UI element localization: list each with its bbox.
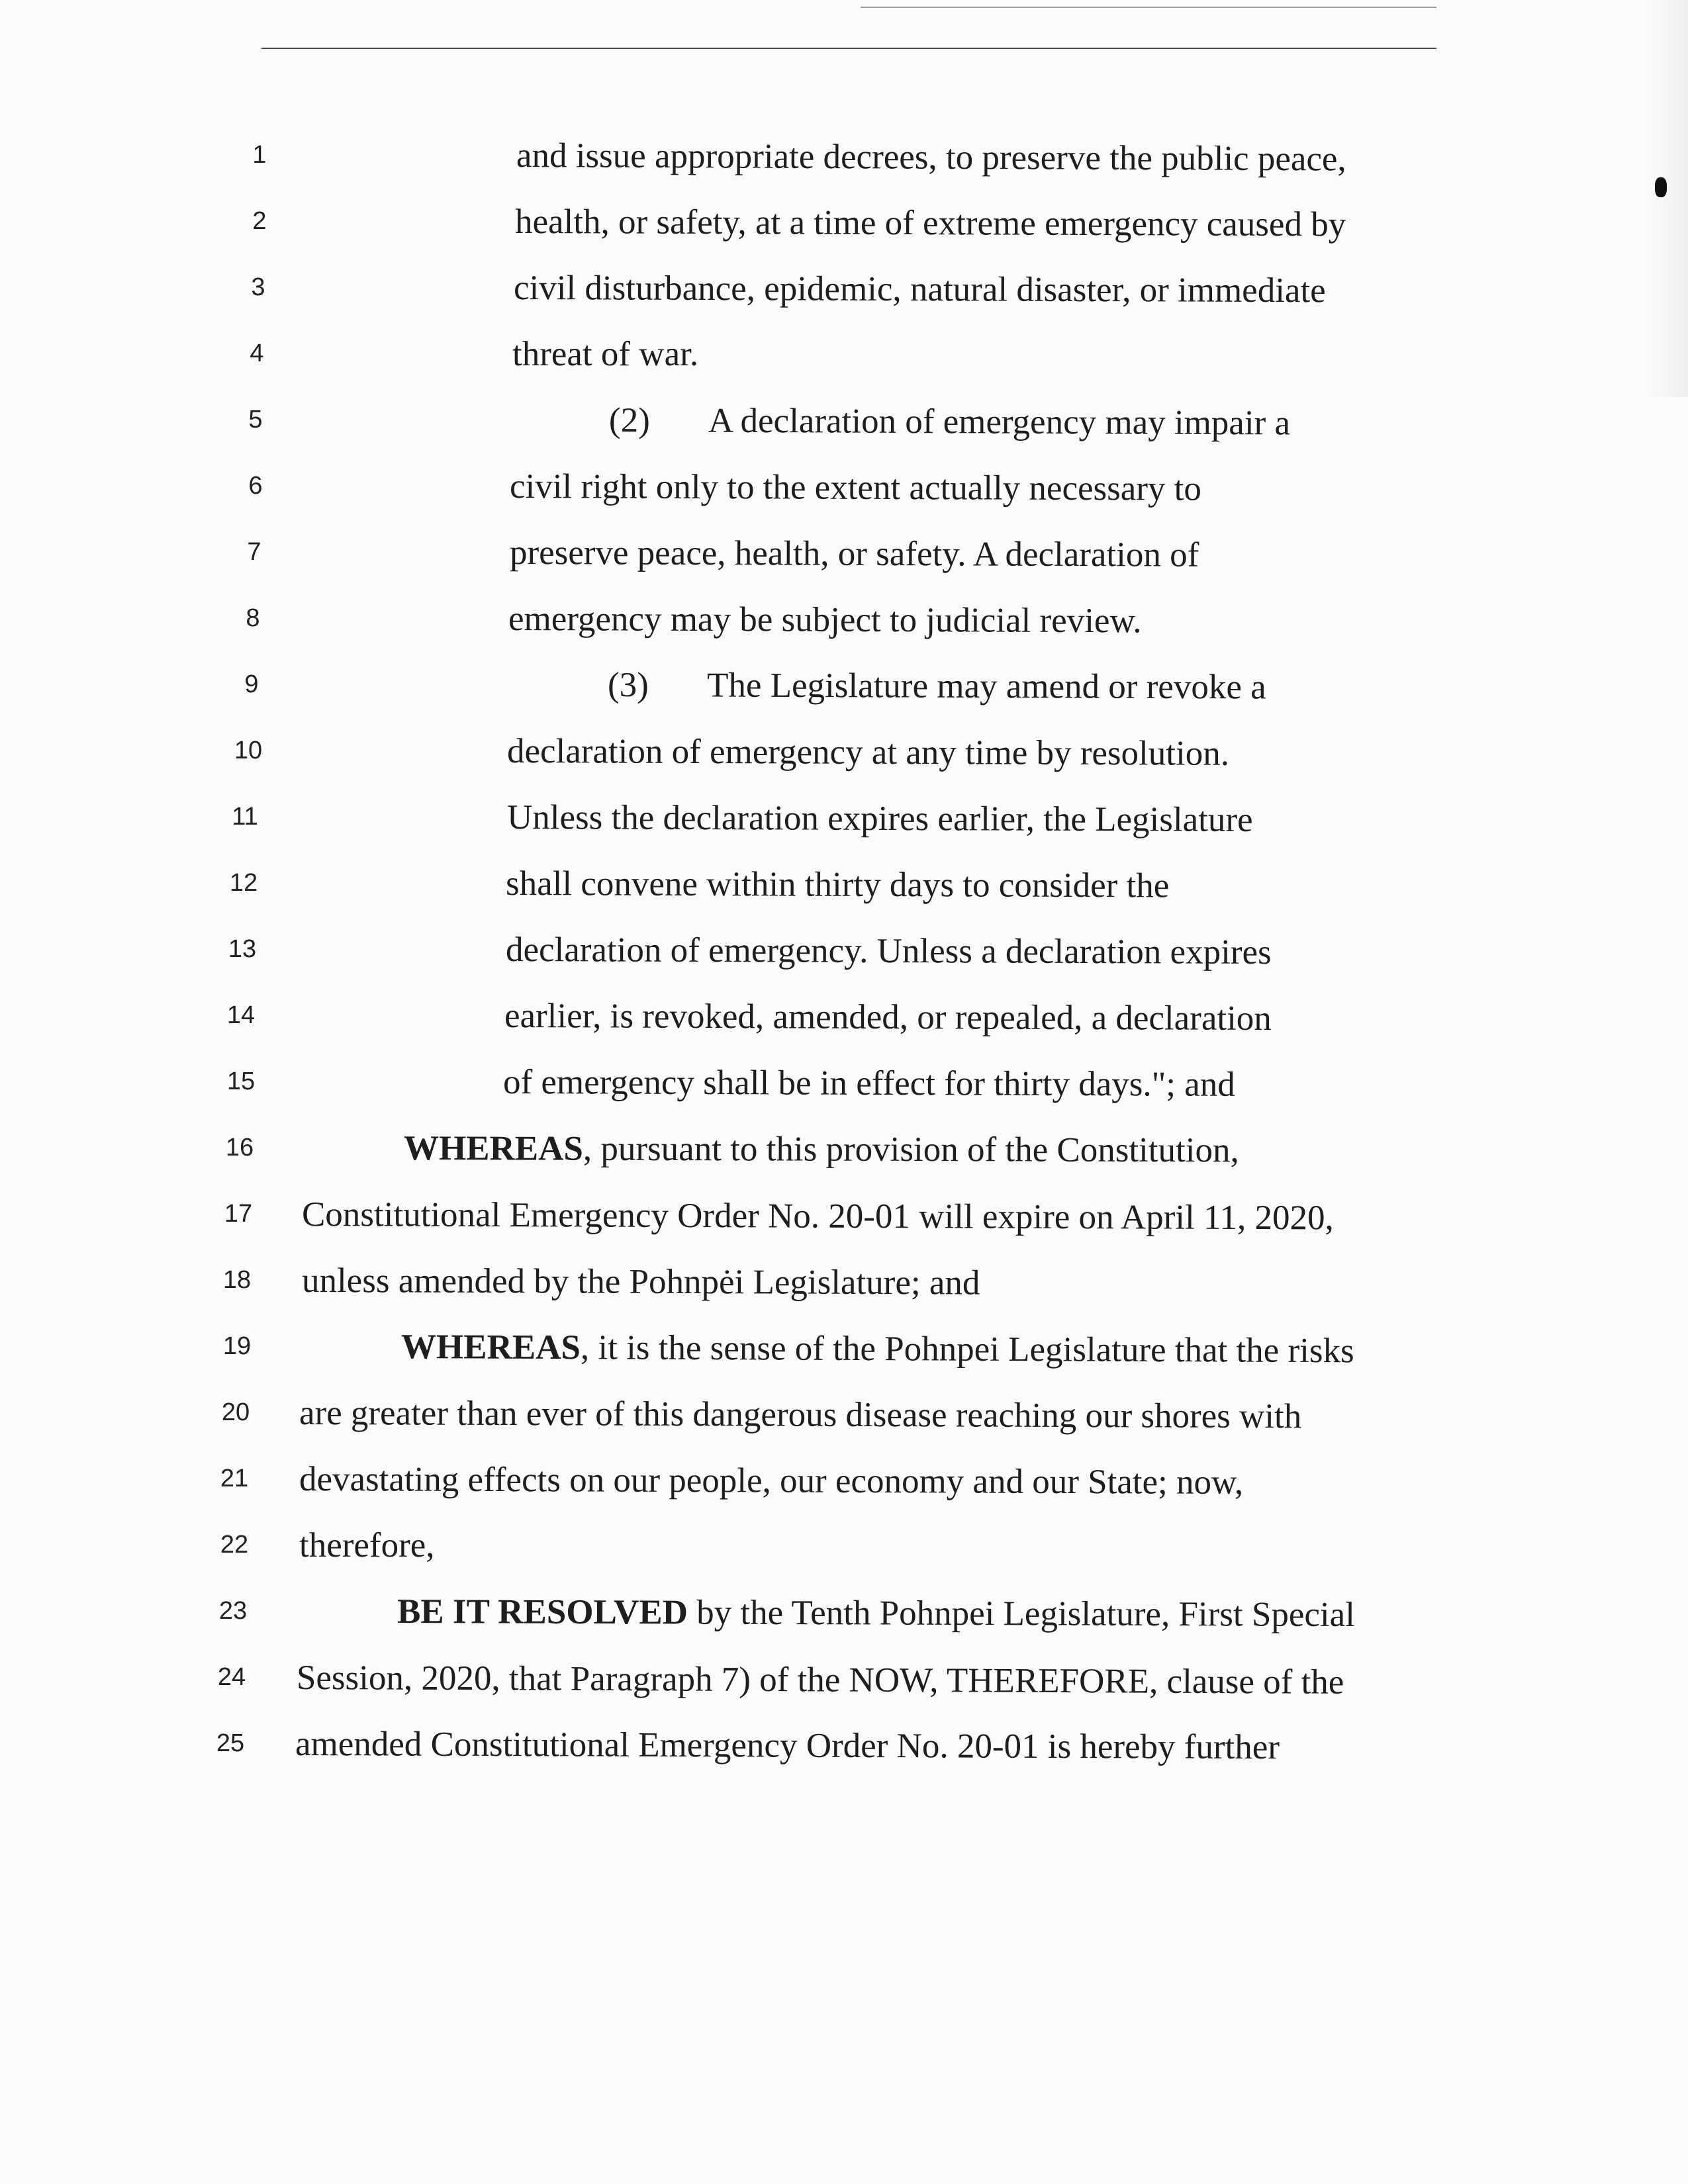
line-number: 2 xyxy=(252,207,267,235)
document-line xyxy=(0,665,1688,731)
top-border-rule xyxy=(861,7,1436,8)
line-text xyxy=(299,1393,1302,1436)
line-number: 7 xyxy=(247,538,261,566)
line-text xyxy=(302,1195,1334,1238)
line-text xyxy=(404,1128,1239,1170)
subsection-number: (3) xyxy=(607,666,649,705)
line-body: civil disturbance, epidemic, natural disaster, or immediate xyxy=(513,269,1326,310)
document-line xyxy=(0,599,1688,665)
line-body: The Legislature may amend or revoke a xyxy=(706,666,1266,707)
document-line xyxy=(0,1658,1688,1724)
line-number: 16 xyxy=(225,1134,254,1161)
line-body: earlier, is revoked, amended, or repealed, a declaration xyxy=(504,997,1272,1038)
document-line xyxy=(0,996,1688,1062)
document-line xyxy=(0,1327,1688,1393)
document-line xyxy=(0,797,1688,864)
line-text xyxy=(506,864,1170,905)
line-body: A declaration of emergency may impair a xyxy=(708,401,1291,443)
line-text xyxy=(510,467,1201,509)
line-number: 24 xyxy=(217,1663,246,1691)
line-number: 13 xyxy=(228,935,257,963)
line-text xyxy=(515,202,1346,244)
line-text xyxy=(397,1592,1355,1635)
line-number: 8 xyxy=(246,604,260,632)
line-text xyxy=(508,599,1142,641)
line-body: threat of war. xyxy=(512,335,699,373)
line-body: shall convene within thirty days to consider the xyxy=(505,864,1170,905)
line-number: 20 xyxy=(221,1398,250,1426)
bold-keyword: WHEREAS xyxy=(400,1328,581,1367)
line-body: are greater than ever of this dangerous disease reaching our shores with xyxy=(299,1394,1302,1436)
line-text xyxy=(510,533,1199,575)
line-body: amended Constitutional Emergency Order No. 20-01 is hereby further xyxy=(295,1725,1280,1767)
document-line xyxy=(0,400,1688,467)
line-body: unless amended by the Pohnpėi Legislature; and xyxy=(301,1261,980,1302)
line-text xyxy=(297,1658,1344,1702)
document-line xyxy=(0,1459,1688,1525)
document-line xyxy=(0,533,1688,599)
line-body: civil right only to the extent actually necessary to xyxy=(509,467,1202,508)
line-text xyxy=(401,1327,1354,1371)
line-text xyxy=(299,1525,435,1565)
subsection-number: (2) xyxy=(608,401,650,440)
document-line xyxy=(0,1261,1688,1327)
document-line xyxy=(0,202,1688,268)
line-number: 22 xyxy=(220,1531,249,1559)
document-line xyxy=(0,1128,1688,1195)
line-body: declaration of emergency. Unless a declaration expires xyxy=(505,931,1272,972)
line-number: 6 xyxy=(248,472,263,500)
line-number: 23 xyxy=(218,1597,248,1625)
line-text xyxy=(506,930,1272,972)
line-text xyxy=(507,731,1229,774)
line-number: 12 xyxy=(229,869,258,897)
line-body: of emergency shall be in effect for thirty days."; and xyxy=(502,1063,1235,1104)
line-body: Constitutional Emergency Order No. 20-01 will expire on April 11, 2020, xyxy=(301,1195,1334,1238)
document-line xyxy=(0,467,1688,533)
line-text xyxy=(299,1459,1243,1502)
line-text xyxy=(514,268,1326,310)
document-line xyxy=(0,1393,1688,1459)
line-body: health, or safety, at a time of extreme emergency caused by xyxy=(514,203,1346,244)
line-text xyxy=(609,400,1290,443)
line-body: devastating effects on our people, our economy and our State; now, xyxy=(299,1460,1244,1502)
document-line xyxy=(0,1195,1688,1261)
line-text xyxy=(507,797,1253,840)
line-body: emergency may be subject to judicial review. xyxy=(508,600,1142,641)
line-body: preserve peace, health, or safety. A declaration of xyxy=(509,533,1199,574)
line-body: Session, 2020, that Paragraph 7) of the NOW, THEREFORE, clause of the xyxy=(296,1659,1344,1702)
document-line xyxy=(0,1062,1688,1128)
line-text xyxy=(503,1062,1235,1105)
line-number: 1 xyxy=(252,141,267,169)
document-line xyxy=(0,930,1688,996)
line-number: 3 xyxy=(251,273,265,301)
document-line xyxy=(0,136,1688,202)
bold-keyword: WHEREAS xyxy=(403,1129,584,1168)
line-body: declaration of emergency at any time by resolution. xyxy=(506,732,1230,773)
line-body: therefore, xyxy=(299,1526,435,1565)
line-text xyxy=(608,665,1266,707)
line-text xyxy=(504,996,1272,1038)
line-number: 9 xyxy=(244,670,259,698)
line-number: 4 xyxy=(250,340,264,367)
line-number: 11 xyxy=(232,803,258,831)
line-number: 15 xyxy=(226,1068,256,1095)
line-number: 21 xyxy=(220,1465,249,1492)
line-text xyxy=(295,1724,1280,1767)
line-text xyxy=(302,1261,980,1303)
document-line xyxy=(0,334,1688,400)
document-line xyxy=(0,1525,1688,1592)
line-text xyxy=(512,334,698,374)
document-line xyxy=(0,864,1688,930)
document-line xyxy=(0,1592,1688,1658)
line-body: by the Tenth Pohnpei Legislature, First Special xyxy=(687,1593,1356,1635)
document-line xyxy=(0,268,1688,334)
line-body: , pursuant to this provision of the Constitution, xyxy=(583,1129,1239,1170)
line-body: , it is the sense of the Pohnpei Legislature that the risks xyxy=(580,1328,1354,1371)
line-number: 18 xyxy=(222,1266,252,1294)
line-text xyxy=(516,136,1346,179)
line-body: and issue appropriate decrees, to preserve the public peace, xyxy=(516,136,1346,179)
line-body: Unless the declaration expires earlier, the Legislature xyxy=(506,798,1253,839)
line-number: 10 xyxy=(234,737,263,764)
bold-keyword: BE IT RESOLVED xyxy=(397,1592,688,1632)
line-number: 25 xyxy=(216,1729,245,1757)
line-number: 17 xyxy=(224,1200,253,1228)
document-line xyxy=(0,1724,1688,1790)
header-rule xyxy=(261,48,1436,49)
document-line xyxy=(0,731,1688,797)
line-number: 5 xyxy=(248,406,263,433)
line-number: 19 xyxy=(222,1332,252,1360)
line-number: 14 xyxy=(226,1001,256,1029)
